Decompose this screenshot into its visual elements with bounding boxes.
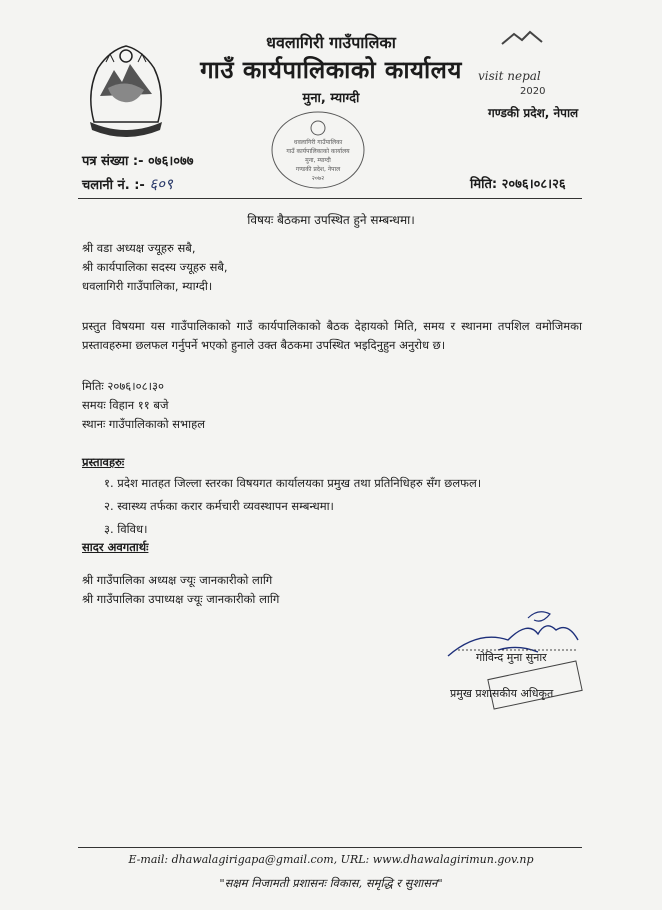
stamp-line2: गाउँ कार्यपालिकाको कार्यालय <box>286 148 350 155</box>
letter-date-value: २०७६।०८।२६ <box>501 177 566 192</box>
signatory-name: गोविन्द मुना सुनार <box>476 651 547 664</box>
footer-motto: "सक्षम निजामती प्रशासनः विकास, समृद्धि र सुशासन" <box>219 876 443 890</box>
stamp-line3: मुना, म्याग्दी <box>305 157 331 164</box>
meeting-time: समयः विहान ११ बजे <box>82 398 169 412</box>
proposal-item: ३. विविध। <box>104 522 148 536</box>
stamp-line5: २०७२ <box>311 175 325 182</box>
office-name-line1: धवलागिरी गाउँपालिका <box>266 33 396 52</box>
letter-subject: विषयः बैठकमा उपस्थित हुने सम्बन्धमा। <box>247 213 415 227</box>
footer-contact: E-mail: dhawalagirigapa@gmail.com, URL: www.dhawalagirimun.gov.np <box>128 853 534 866</box>
meeting-date: मितिः २०७६।०८।३० <box>82 379 164 393</box>
office-location: मुना, म्याग्दी <box>302 91 360 106</box>
visit-nepal-text: visit nepal <box>478 69 541 83</box>
letter-date-label: मिति: <box>470 177 498 192</box>
footer-divider <box>78 847 582 848</box>
proposal-item: १. प्रदेश मातहत जिल्ला स्तरका विषयगत कार्यालयका प्रमुख तथा प्रतिनिधिहरु सँग छलफल। <box>104 476 482 490</box>
province-text: गण्डकी प्रदेश, नेपाल <box>488 106 579 120</box>
letter-number-value: ०७६।०७७ <box>148 154 194 169</box>
proposal-item: २. स्वास्थ्य तर्फका करार कर्मचारी व्यवस्थापन सम्बन्धमा। <box>104 499 334 513</box>
office-stamp-icon <box>268 108 368 192</box>
letter-number-label: पत्र संख्या :- <box>82 154 144 169</box>
addressee-line: धवलागिरी गाउँपालिका, म्याग्दी। <box>82 279 213 293</box>
visit-nepal-year: 2020 <box>520 86 546 97</box>
meeting-details <box>82 377 205 434</box>
visit-nepal-logo <box>470 30 580 102</box>
office-name-line2: गाउँ कार्यपालिकाको कार्यालय <box>200 56 462 84</box>
proposals-heading: प्रस्तावहरुः <box>82 455 125 469</box>
signatory-title: प्रमुख प्रशासकीय अधिकृत <box>450 687 554 700</box>
dispatch-number-value: ६०९ <box>149 175 173 193</box>
addressee-line: श्री वडा अध्यक्ष ज्यूहरु सबै, <box>82 241 196 255</box>
dispatch-number-label: चलानी नं. :- <box>82 178 145 193</box>
proposals-list <box>104 474 481 543</box>
header-divider <box>78 198 582 199</box>
stamp-line4: गण्डकी प्रदेश, नेपाल <box>295 166 341 173</box>
letter-number <box>82 151 194 169</box>
dispatch-number <box>82 174 173 194</box>
stamp-line1: धवलागिरी गाउँपालिका <box>293 139 343 146</box>
cc-item: श्री गाउँपालिका अध्यक्ष ज्यूः जानकारीको लागि <box>82 573 273 587</box>
cc-heading: सादर अवगतार्थः <box>82 540 149 554</box>
letter-date <box>470 174 566 192</box>
cc-list <box>82 571 279 609</box>
visit-nepal-icon <box>470 30 580 102</box>
addressee-line: श्री कार्यपालिका सदस्य ज्यूहरु सबै, <box>82 260 228 274</box>
meeting-place: स्थानः गाउँपालिकाको सभाहल <box>82 417 205 431</box>
cc-item: श्री गाउँपालिका उपाध्यक्ष ज्यूः जानकारीको लागि <box>82 592 280 606</box>
letter-body: प्रस्तुत विषयमा यस गाउँपालिकाको गाउँ कार्यपालिकाको बैठक देहायको मिति, समय र स्थानमा तपशिल वमोजिमका प्रस्तावहरुमा छलफल गर्नुपर्ने भएको हुनाले उक्त बैठकमा उपस्थित भइदिनुहुन अनुरोध छ। <box>82 319 582 352</box>
addressee-block <box>82 239 228 296</box>
